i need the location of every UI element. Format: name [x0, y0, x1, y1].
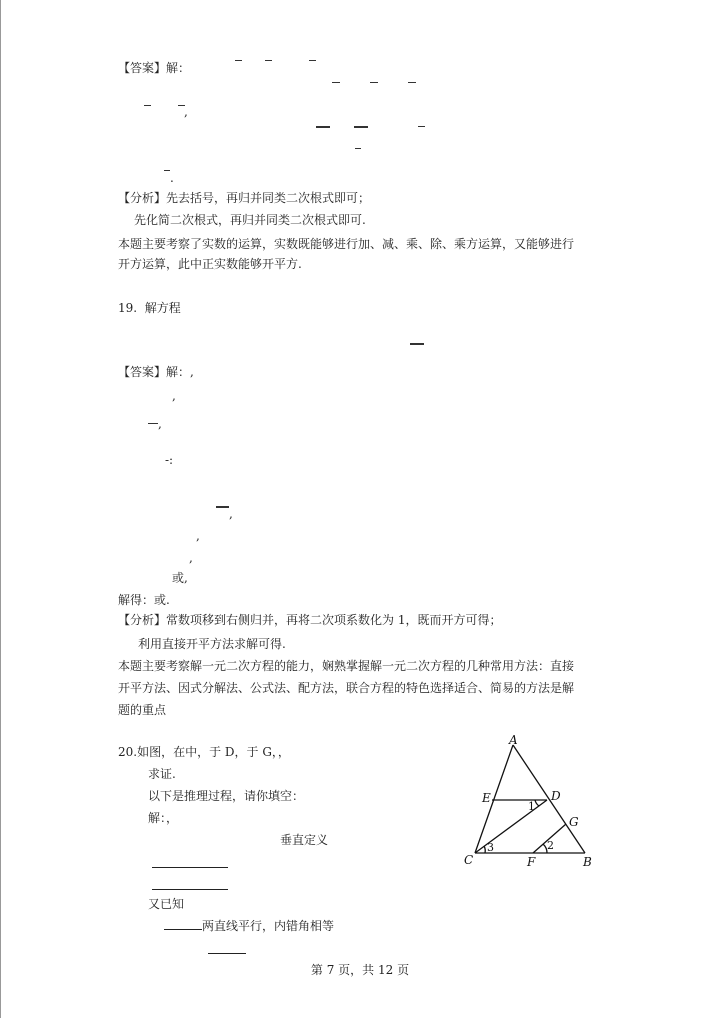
math-fraction-bar [354, 126, 368, 128]
angle-3-arc [484, 846, 485, 853]
math-fraction-bar [418, 126, 425, 127]
math-fraction-bar [309, 60, 316, 61]
q20-line-parallel [164, 918, 334, 934]
q19-or: 或, [172, 571, 188, 585]
q19-comma: , [172, 389, 176, 403]
q18-analysis-text: 先去括号，再归并同类二次根式即可； [166, 191, 371, 205]
page-edge [0, 0, 1, 1018]
q20-prove: 求证. [148, 767, 176, 781]
angle-1-arc [535, 800, 539, 806]
label-A: A [509, 733, 518, 747]
q18-comma: , [184, 105, 188, 119]
q20-blank-3[interactable] [164, 921, 202, 930]
q19-heading [118, 300, 181, 316]
math-fraction-bar [144, 105, 151, 106]
q20-reason-parallel: 两直线平行，内错角相等 [202, 919, 335, 933]
label-G: G [569, 815, 579, 829]
triangle-figure [455, 730, 605, 875]
math-fraction-bar [235, 60, 242, 61]
q19-step-colon: -: [165, 453, 174, 467]
q20-solve: 解：， [148, 811, 179, 825]
segment-CD [475, 800, 547, 853]
q19-analysis-label: 【分析】 [118, 613, 167, 627]
label-B: B [583, 855, 592, 869]
q18-answer-label: 【答案】解： [118, 61, 191, 75]
page-footer: 第 7 页，共 12 页 [310, 963, 410, 977]
math-fraction-bar [410, 343, 424, 345]
q19-analysis-text: 常数项移到右侧归并，再将二次项系数化为 1，既而开方可得； [166, 613, 502, 627]
label-angle-1: 1 [528, 800, 535, 813]
label-C: C [464, 853, 474, 867]
q19-summary-line2: 开平方法、因式分解法、公式法、配方法，联合方程的特色选择适合、简易的方法是解 [118, 681, 575, 695]
q19-solution: 解得：或. [118, 593, 170, 607]
q18-summary-line1: 本题主要考察了实数的运算，实数既能够进行加、减、乘、除、乘方运算，又能够进行 [118, 237, 575, 251]
label-F: F [527, 855, 536, 869]
edge-AC [475, 745, 513, 853]
q19-step [148, 416, 162, 432]
q20-reason-perpendicular: 垂直定义 [280, 833, 329, 847]
math-fraction-bar [148, 423, 158, 424]
q19-summary-line1: 本题主要考察解一元二次方程的能力，娴熟掌握解一元二次方程的几种常用方法：直接 [118, 659, 575, 673]
q20-blank-2[interactable] [152, 878, 228, 894]
math-fraction-bar [216, 506, 229, 508]
q18-analysis-label: 【分析】 [118, 191, 167, 205]
label-D: D [551, 789, 561, 803]
q20-blank-1[interactable] [152, 856, 228, 872]
math-fraction-bar [370, 82, 378, 83]
q20-reasoning: 以下是推理过程，请你填空： [148, 789, 305, 803]
q19-comma: , [196, 529, 200, 543]
q19-summary-line3: 题的重点 [118, 703, 167, 717]
q19-analysis-line2: 利用直接开平方法求解可得. [138, 637, 286, 651]
q19-comma: , [229, 507, 233, 521]
label-angle-3: 3 [487, 841, 494, 854]
q19-step-comma: , [158, 417, 162, 431]
math-fraction-bar [355, 148, 361, 149]
q18-analysis [118, 190, 370, 206]
edge-AB [513, 745, 585, 853]
math-fraction-bar [332, 82, 340, 83]
q19-comma: , [189, 551, 193, 565]
q19-analysis [118, 612, 501, 628]
q20-blank-4[interactable] [208, 942, 246, 958]
q18-period: . [170, 171, 174, 185]
label-angle-2: 2 [547, 839, 554, 852]
q19-number: 19. [118, 301, 138, 315]
q19-title: 解方程 [144, 301, 181, 315]
q19-answer-label: 【答案】解：, [118, 365, 194, 379]
math-fraction-bar [316, 126, 330, 128]
q18-summary-line2: 开方运算，此中正实数能够开平方. [118, 257, 302, 271]
q20-intro: 20.如图，在中，于 D，于 G，， [118, 745, 290, 759]
q18-analysis-line2: 先化简二次根式，再归并同类二次根式即可. [134, 213, 366, 227]
q20-known-again: 又已知 [148, 897, 185, 911]
label-E: E [482, 791, 491, 805]
math-fraction-bar [408, 82, 416, 83]
math-fraction-bar [265, 60, 272, 61]
